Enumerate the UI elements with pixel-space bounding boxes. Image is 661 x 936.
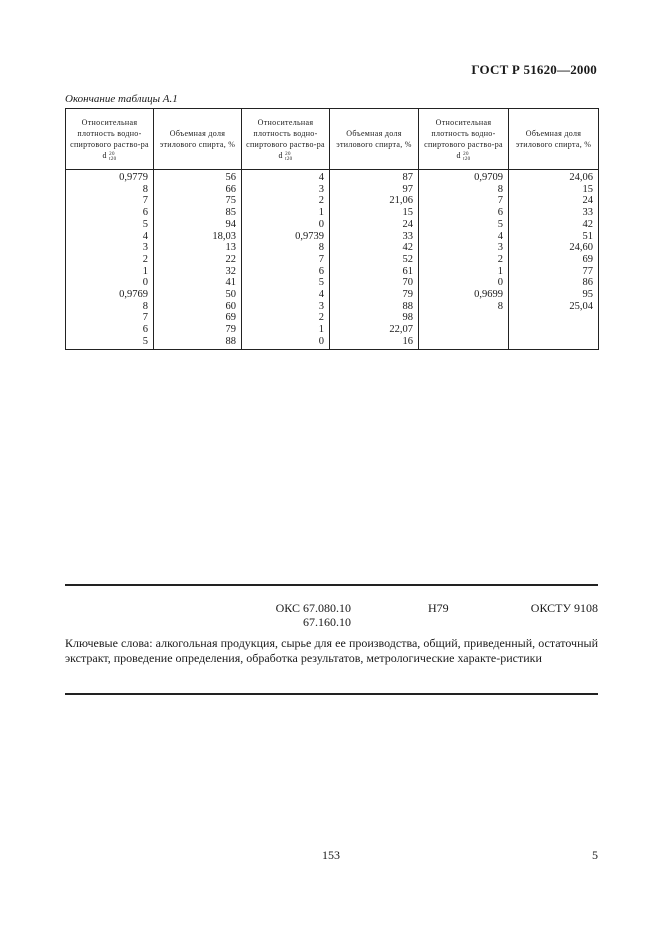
density-index: 20 t20 <box>463 151 471 162</box>
column-header-density <box>242 109 330 170</box>
volume-fraction-values: 24,06 15 24 33 42 51 24,60 69 77 86 95 25,04 <box>509 170 599 350</box>
column-header-label: Объемная доля этилового спирта, % <box>336 129 412 149</box>
oks-code-primary: ОКС 67.080.10 <box>275 601 351 615</box>
density-values: 0,9709 8 7 6 5 4 3 2 1 0 0,9699 8 <box>419 170 509 350</box>
density-values: 4 3 2 1 0 0,9739 8 7 6 5 4 3 2 1 0 <box>242 170 330 350</box>
density-table <box>65 108 599 350</box>
document-number: ГОСТ Р 51620—2000 <box>471 62 597 77</box>
divider-bottom <box>65 693 598 695</box>
oks-codes <box>273 601 351 629</box>
density-index: 20 t20 <box>109 151 117 162</box>
column-header-label: Объемная доля этилового спирта, % <box>515 129 592 149</box>
column-header-volume-fraction <box>154 109 242 170</box>
oksty-code: ОКСТУ 9108 <box>530 601 598 615</box>
keywords: Ключевые слова: алкогольная продукция, сырье для ее производства, общий, приведенный, остаточный экстракт, проведение определения, обработка результатов, метрологические характе-ристики <box>65 636 598 665</box>
column-header-volume-fraction <box>509 109 599 170</box>
group-code: Н79 <box>428 601 449 615</box>
page-number-right: 5 <box>592 848 598 862</box>
oks-code-secondary: 67.160.10 <box>303 615 351 629</box>
column-header-density <box>419 109 509 170</box>
volume-fraction-values: 56 66 75 85 94 18,03 13 22 32 41 50 60 69 79 88 <box>154 170 242 350</box>
divider-top <box>65 584 598 586</box>
density-values: 0,9779 8 7 6 5 4 3 2 1 0 0,9769 8 7 6 5 <box>66 170 154 350</box>
table-header-row <box>66 109 599 170</box>
column-header-label: Относительная плотность водно-спиртового раство-ра d <box>246 117 325 160</box>
column-header-volume-fraction <box>330 109 419 170</box>
page-number-center: 153 <box>322 848 340 862</box>
table-caption: Окончание таблицы А.1 <box>65 93 178 105</box>
column-header-label: Объемная доля этилового спирта, % <box>159 129 236 149</box>
density-index: 20 t20 <box>285 151 293 162</box>
column-header-label: Относительная плотность водно-спиртового раство-ра d <box>70 117 149 160</box>
column-header-density <box>66 109 154 170</box>
volume-fraction-values: 87 97 21,06 15 24 33 42 52 61 70 79 88 98 22,07 16 <box>330 170 419 350</box>
table-body-row <box>66 170 599 350</box>
column-header-label: Относительная плотность водно-спиртового раство-ра d <box>424 117 503 160</box>
